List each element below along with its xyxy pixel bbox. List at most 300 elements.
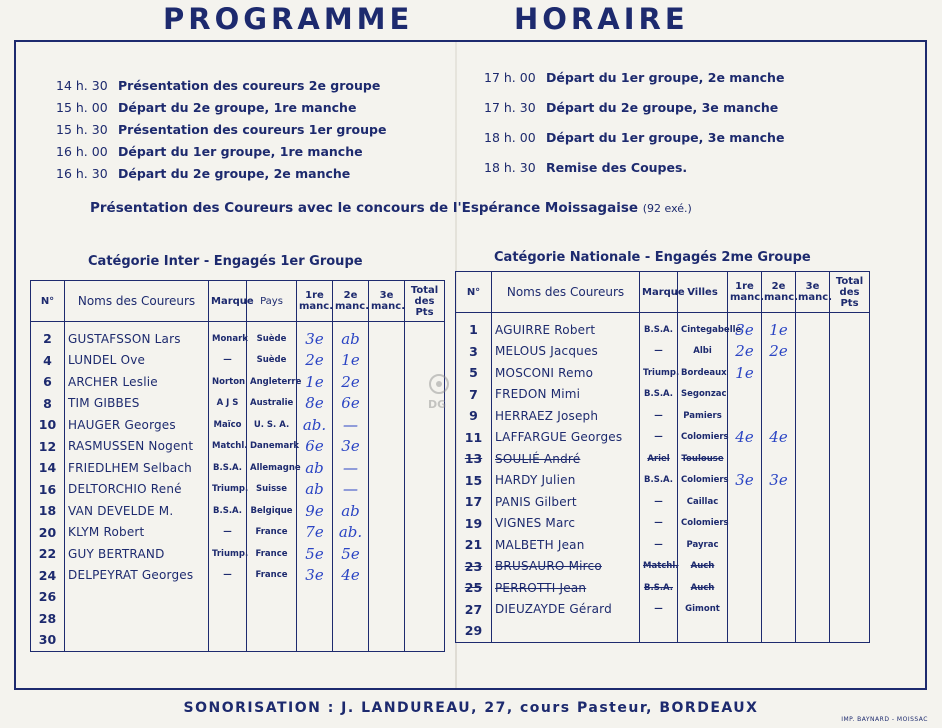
nationale-header-row bbox=[456, 272, 870, 313]
rider-brand: Triump. bbox=[209, 479, 247, 501]
table-row bbox=[31, 586, 445, 608]
rider-brand: Maïco bbox=[209, 414, 247, 436]
result-manche-2: ab. bbox=[333, 522, 369, 544]
rider-brand: Matchl. bbox=[640, 556, 678, 578]
presentation-heading bbox=[90, 200, 692, 216]
rider-number: 26 bbox=[31, 586, 65, 608]
result-manche-2: 1e bbox=[333, 350, 369, 372]
col-header-total: Total des Pts bbox=[830, 272, 870, 313]
rider-brand: — bbox=[640, 491, 678, 513]
rider-brand: Monark bbox=[209, 328, 247, 350]
rider-city: Toulouse bbox=[678, 448, 728, 470]
result-manche-2 bbox=[762, 620, 796, 642]
rider-name: BRUSAURO Mirco bbox=[492, 556, 640, 578]
rider-brand: Norton bbox=[209, 371, 247, 393]
result-manche-1: ab. bbox=[297, 414, 333, 436]
result-manche-3 bbox=[796, 556, 830, 578]
result-manche-2: — bbox=[333, 414, 369, 436]
rider-name: GUY BERTRAND bbox=[65, 543, 209, 565]
result-manche-3 bbox=[796, 491, 830, 513]
rider-name: AGUIRRE Robert bbox=[492, 319, 640, 341]
rider-name: HAUGER Georges bbox=[65, 414, 209, 436]
result-total bbox=[830, 491, 870, 513]
result-total bbox=[405, 608, 445, 630]
rider-brand: — bbox=[640, 341, 678, 363]
result-manche-2: 1e bbox=[762, 319, 796, 341]
result-manche-1 bbox=[728, 448, 762, 470]
result-manche-3 bbox=[796, 599, 830, 621]
result-total bbox=[830, 362, 870, 384]
rider-name: RASMUSSEN Nogent bbox=[65, 436, 209, 458]
rider-name: MOSCONI Remo bbox=[492, 362, 640, 384]
result-manche-2: 3e bbox=[762, 470, 796, 492]
presentation-note: (92 exé.) bbox=[642, 202, 692, 215]
rider-number: 5 bbox=[456, 362, 492, 384]
presentation-text: Présentation des Coureurs avec le concours de l'Espérance Moissagaise bbox=[90, 200, 639, 216]
result-total bbox=[405, 457, 445, 479]
result-manche-3 bbox=[369, 565, 405, 587]
result-manche-1 bbox=[297, 629, 333, 651]
table-row bbox=[31, 457, 445, 479]
result-manche-2: — bbox=[333, 457, 369, 479]
schedule-time: 17 h. 00 bbox=[484, 70, 536, 85]
nationale-category-title: Catégorie Nationale - Engagés 2me Groupe bbox=[494, 250, 811, 265]
result-manche-3 bbox=[369, 371, 405, 393]
col-header-m2: 2e manc. bbox=[762, 272, 796, 313]
result-manche-2: — bbox=[333, 479, 369, 501]
title-word-horaire: HORAIRE bbox=[514, 2, 689, 36]
col-header-m1: 1re manc. bbox=[297, 281, 333, 322]
rider-brand: — bbox=[209, 522, 247, 544]
result-manche-2 bbox=[333, 629, 369, 651]
rider-name: DELPEYRAT Georges bbox=[65, 565, 209, 587]
table-row bbox=[456, 427, 870, 449]
result-total bbox=[830, 319, 870, 341]
nationale-registration-table bbox=[455, 271, 870, 643]
rider-city: Colomiers bbox=[678, 427, 728, 449]
rider-city: Payrac bbox=[678, 534, 728, 556]
rider-city: Auch bbox=[678, 556, 728, 578]
col-header-m3: 3e manc. bbox=[369, 281, 405, 322]
result-manche-3 bbox=[796, 448, 830, 470]
rider-country bbox=[247, 629, 297, 651]
rider-number: 13 bbox=[456, 448, 492, 470]
result-total bbox=[405, 629, 445, 651]
rider-name: ARCHER Leslie bbox=[65, 371, 209, 393]
result-total bbox=[405, 414, 445, 436]
rider-name: LUNDEL Ove bbox=[65, 350, 209, 372]
rider-name: PERROTTI Jean bbox=[492, 577, 640, 599]
rider-number: 4 bbox=[31, 350, 65, 372]
schedule-item bbox=[56, 100, 356, 115]
schedule-time: 15 h. 30 bbox=[56, 122, 108, 137]
result-total bbox=[830, 405, 870, 427]
rider-name: PANIS Gilbert bbox=[492, 491, 640, 513]
rider-brand: Ariel bbox=[640, 448, 678, 470]
rider-brand: A J S bbox=[209, 393, 247, 415]
schedule-event: Départ du 1er groupe, 2e manche bbox=[546, 70, 785, 85]
result-manche-1: 3e bbox=[297, 565, 333, 587]
inter-header-row bbox=[31, 281, 445, 322]
result-manche-2 bbox=[762, 362, 796, 384]
result-manche-1 bbox=[297, 586, 333, 608]
result-manche-2: 6e bbox=[333, 393, 369, 415]
result-manche-2 bbox=[762, 491, 796, 513]
rider-name: TIM GIBBES bbox=[65, 393, 209, 415]
table-row bbox=[31, 629, 445, 651]
table-row bbox=[31, 543, 445, 565]
rider-country: Suisse bbox=[247, 479, 297, 501]
result-manche-1 bbox=[728, 534, 762, 556]
table-row bbox=[456, 513, 870, 535]
rider-city: Caillac bbox=[678, 491, 728, 513]
schedule-event: Départ du 2e groupe, 3e manche bbox=[546, 100, 779, 115]
result-manche-2 bbox=[333, 586, 369, 608]
rider-country: Danemark bbox=[247, 436, 297, 458]
table-row bbox=[31, 393, 445, 415]
result-manche-2 bbox=[762, 384, 796, 406]
table-row bbox=[456, 341, 870, 363]
rider-name: FRIEDLHEM Selbach bbox=[65, 457, 209, 479]
rider-number: 18 bbox=[31, 500, 65, 522]
rider-name: DELTORCHIO René bbox=[65, 479, 209, 501]
rider-number: 20 bbox=[31, 522, 65, 544]
result-manche-1: 2e bbox=[728, 341, 762, 363]
result-manche-1: ab bbox=[297, 479, 333, 501]
inter-registration-table bbox=[30, 280, 445, 652]
rider-name: VIGNES Marc bbox=[492, 513, 640, 535]
schedule-item bbox=[56, 166, 350, 181]
schedule-item bbox=[484, 160, 687, 175]
footer-sonorisation: SONORISATION : J. LANDUREAU, 27, cours Pasteur, BORDEAUX bbox=[183, 700, 759, 716]
rider-number: 21 bbox=[456, 534, 492, 556]
schedule-item bbox=[484, 130, 784, 145]
rider-number: 1 bbox=[456, 319, 492, 341]
schedule-time: 18 h. 30 bbox=[484, 160, 536, 175]
result-manche-3 bbox=[369, 436, 405, 458]
result-manche-3 bbox=[369, 500, 405, 522]
rider-country bbox=[247, 608, 297, 630]
result-manche-2: ab bbox=[333, 328, 369, 350]
rider-name: DIEUZAYDE Gérard bbox=[492, 599, 640, 621]
rider-name: KLYM Robert bbox=[65, 522, 209, 544]
table-row bbox=[31, 414, 445, 436]
result-manche-2: 2e bbox=[333, 371, 369, 393]
result-manche-2: 4e bbox=[762, 427, 796, 449]
schedule-item bbox=[56, 78, 380, 93]
schedule-event: Remise des Coupes. bbox=[546, 160, 688, 175]
rider-number: 23 bbox=[456, 556, 492, 578]
result-manche-1 bbox=[728, 577, 762, 599]
table-row bbox=[31, 479, 445, 501]
schedule-time: 15 h. 00 bbox=[56, 100, 108, 115]
rider-brand: — bbox=[209, 350, 247, 372]
dg-watermark-icon bbox=[426, 372, 452, 412]
result-total bbox=[830, 427, 870, 449]
rider-number: 29 bbox=[456, 620, 492, 642]
rider-brand: B.S.A. bbox=[640, 384, 678, 406]
page-title bbox=[0, 0, 942, 44]
result-manche-1: 6e bbox=[297, 436, 333, 458]
result-manche-1 bbox=[728, 405, 762, 427]
col-header-no: N° bbox=[456, 272, 492, 313]
col-header-m2: 2e manc. bbox=[333, 281, 369, 322]
rider-city: Gimont bbox=[678, 599, 728, 621]
result-total bbox=[830, 620, 870, 642]
table-row bbox=[31, 436, 445, 458]
rider-name: HARDY Julien bbox=[492, 470, 640, 492]
result-manche-1 bbox=[728, 513, 762, 535]
printer-credit: IMP. BAYNARD - MOISSAC bbox=[841, 716, 928, 723]
rider-country: U. S. A. bbox=[247, 414, 297, 436]
result-total bbox=[830, 513, 870, 535]
result-manche-3 bbox=[796, 362, 830, 384]
result-total bbox=[830, 384, 870, 406]
rider-number: 7 bbox=[456, 384, 492, 406]
rider-country bbox=[247, 586, 297, 608]
table-row bbox=[456, 577, 870, 599]
table-row bbox=[31, 328, 445, 350]
rider-number: 22 bbox=[31, 543, 65, 565]
col-header-brand: Marque bbox=[209, 281, 247, 322]
result-manche-1: 1e bbox=[728, 362, 762, 384]
rider-number: 17 bbox=[456, 491, 492, 513]
result-total bbox=[830, 470, 870, 492]
rider-country: Allemagne bbox=[247, 457, 297, 479]
rider-city: Colomiers bbox=[678, 470, 728, 492]
schedule-event: Présentation des coureurs 2e groupe bbox=[118, 78, 381, 93]
rider-number: 8 bbox=[31, 393, 65, 415]
result-manche-1: ab bbox=[297, 457, 333, 479]
schedule-time: 16 h. 00 bbox=[56, 144, 108, 159]
rider-number: 24 bbox=[31, 565, 65, 587]
svg-text:DG: DG bbox=[428, 398, 447, 411]
result-manche-3 bbox=[369, 479, 405, 501]
result-manche-3 bbox=[796, 427, 830, 449]
rider-country: Suède bbox=[247, 328, 297, 350]
rider-brand bbox=[209, 608, 247, 630]
result-total bbox=[830, 534, 870, 556]
rider-country: France bbox=[247, 565, 297, 587]
schedule-item bbox=[484, 70, 784, 85]
result-total bbox=[830, 448, 870, 470]
rider-brand: Triump. bbox=[209, 543, 247, 565]
rider-number: 25 bbox=[456, 577, 492, 599]
rider-brand: — bbox=[209, 565, 247, 587]
schedule-event: Départ du 2e groupe, 2e manche bbox=[118, 166, 351, 181]
rider-number: 11 bbox=[456, 427, 492, 449]
schedule-event: Départ du 1er groupe, 3e manche bbox=[546, 130, 785, 145]
col-header-m3: 3e manc. bbox=[796, 272, 830, 313]
rider-country: Belgique bbox=[247, 500, 297, 522]
result-manche-3 bbox=[369, 543, 405, 565]
rider-name bbox=[65, 608, 209, 630]
rider-name bbox=[65, 586, 209, 608]
result-manche-1 bbox=[297, 608, 333, 630]
table-row bbox=[456, 599, 870, 621]
rider-name bbox=[65, 629, 209, 651]
table-row bbox=[31, 608, 445, 630]
result-manche-3 bbox=[796, 577, 830, 599]
result-manche-3 bbox=[369, 350, 405, 372]
rider-brand: B.S.A. bbox=[209, 457, 247, 479]
rider-city: Cintegabelle bbox=[678, 319, 728, 341]
rider-city bbox=[678, 620, 728, 642]
result-manche-2: 3e bbox=[333, 436, 369, 458]
result-total bbox=[405, 350, 445, 372]
table-row bbox=[31, 350, 445, 372]
result-total bbox=[405, 522, 445, 544]
rider-name bbox=[492, 620, 640, 642]
rider-country: Australie bbox=[247, 393, 297, 415]
rider-name: MELOUS Jacques bbox=[492, 341, 640, 363]
schedule-item bbox=[56, 144, 363, 159]
rider-number: 10 bbox=[31, 414, 65, 436]
result-manche-1 bbox=[728, 556, 762, 578]
table-row bbox=[31, 500, 445, 522]
result-manche-3 bbox=[796, 405, 830, 427]
rider-brand: B.S.A. bbox=[640, 319, 678, 341]
rider-number: 3 bbox=[456, 341, 492, 363]
table-row bbox=[456, 384, 870, 406]
schedule-time: 14 h. 30 bbox=[56, 78, 108, 93]
schedule-event: Départ du 2e groupe, 1re manche bbox=[118, 100, 357, 115]
rider-name: LAFFARGUE Georges bbox=[492, 427, 640, 449]
rider-brand bbox=[640, 620, 678, 642]
rider-brand: — bbox=[640, 534, 678, 556]
result-manche-2 bbox=[762, 556, 796, 578]
result-manche-3 bbox=[369, 328, 405, 350]
table-row bbox=[456, 405, 870, 427]
rider-number: 19 bbox=[456, 513, 492, 535]
rider-brand bbox=[209, 629, 247, 651]
schedule-event: Présentation des coureurs 1er groupe bbox=[118, 122, 387, 137]
rider-brand: — bbox=[640, 405, 678, 427]
result-manche-3 bbox=[369, 457, 405, 479]
schedule-time: 18 h. 00 bbox=[484, 130, 536, 145]
col-header-name: Noms des Coureurs bbox=[492, 272, 640, 313]
col-header-no: N° bbox=[31, 281, 65, 322]
rider-brand: B.S.A. bbox=[209, 500, 247, 522]
result-manche-2 bbox=[762, 448, 796, 470]
result-manche-1 bbox=[728, 384, 762, 406]
result-manche-2: 2e bbox=[762, 341, 796, 363]
rider-country: France bbox=[247, 543, 297, 565]
result-total bbox=[830, 341, 870, 363]
rider-brand: Triump. bbox=[640, 362, 678, 384]
result-total bbox=[405, 565, 445, 587]
result-manche-2: 4e bbox=[333, 565, 369, 587]
result-manche-2 bbox=[333, 608, 369, 630]
result-manche-3 bbox=[369, 522, 405, 544]
result-manche-3 bbox=[369, 393, 405, 415]
result-total bbox=[405, 328, 445, 350]
rider-city: Auch bbox=[678, 577, 728, 599]
result-total bbox=[405, 586, 445, 608]
rider-brand: — bbox=[640, 599, 678, 621]
result-manche-1: 1e bbox=[297, 371, 333, 393]
rider-brand: B.S.A. bbox=[640, 470, 678, 492]
result-manche-3 bbox=[796, 319, 830, 341]
title-word-programme: PROGRAMME bbox=[163, 2, 414, 36]
result-manche-1: 3e bbox=[728, 470, 762, 492]
table-row bbox=[456, 448, 870, 470]
rider-name: SOULIÉ André bbox=[492, 448, 640, 470]
table-row bbox=[31, 522, 445, 544]
result-manche-3 bbox=[369, 586, 405, 608]
rider-number: 12 bbox=[31, 436, 65, 458]
inter-category-title: Catégorie Inter - Engagés 1er Groupe bbox=[88, 254, 363, 269]
result-manche-2 bbox=[762, 599, 796, 621]
rider-city: Albi bbox=[678, 341, 728, 363]
rider-number: 6 bbox=[31, 371, 65, 393]
col-header-name: Noms des Coureurs bbox=[65, 281, 209, 322]
result-manche-3 bbox=[369, 414, 405, 436]
rider-country: Angleterre bbox=[247, 371, 297, 393]
table-row bbox=[31, 565, 445, 587]
rider-country: France bbox=[247, 522, 297, 544]
result-manche-2 bbox=[762, 405, 796, 427]
result-manche-1 bbox=[728, 599, 762, 621]
rider-number: 27 bbox=[456, 599, 492, 621]
rider-number: 28 bbox=[31, 608, 65, 630]
rider-number: 30 bbox=[31, 629, 65, 651]
rider-country: Suède bbox=[247, 350, 297, 372]
result-manche-1 bbox=[728, 491, 762, 513]
result-manche-3 bbox=[796, 620, 830, 642]
rider-city: Bordeaux bbox=[678, 362, 728, 384]
rider-name: FREDON Mimi bbox=[492, 384, 640, 406]
table-row bbox=[456, 556, 870, 578]
table-row bbox=[31, 371, 445, 393]
result-manche-1: 5e bbox=[297, 543, 333, 565]
result-total bbox=[405, 479, 445, 501]
result-manche-2 bbox=[762, 577, 796, 599]
table-row bbox=[456, 319, 870, 341]
table-row bbox=[456, 491, 870, 513]
rider-number: 16 bbox=[31, 479, 65, 501]
result-total bbox=[405, 436, 445, 458]
result-manche-2: 5e bbox=[333, 543, 369, 565]
result-manche-2 bbox=[762, 513, 796, 535]
result-total bbox=[830, 556, 870, 578]
rider-number: 2 bbox=[31, 328, 65, 350]
result-manche-2: ab bbox=[333, 500, 369, 522]
rider-city: Pamiers bbox=[678, 405, 728, 427]
rider-number: 14 bbox=[31, 457, 65, 479]
result-manche-1: 2e bbox=[297, 350, 333, 372]
result-manche-1 bbox=[728, 620, 762, 642]
schedule-time: 17 h. 30 bbox=[484, 100, 536, 115]
rider-brand: Matchl. bbox=[209, 436, 247, 458]
result-manche-1: 9e bbox=[297, 500, 333, 522]
result-manche-2 bbox=[762, 534, 796, 556]
schedule-time: 16 h. 30 bbox=[56, 166, 108, 181]
rider-brand: B.S.A. bbox=[640, 577, 678, 599]
col-header-total: Total des Pts bbox=[405, 281, 445, 322]
rider-name: HERRAEZ Joseph bbox=[492, 405, 640, 427]
result-manche-3 bbox=[796, 513, 830, 535]
schedule-event: Départ du 1er groupe, 1re manche bbox=[118, 144, 363, 159]
rider-city: Segonzac bbox=[678, 384, 728, 406]
col-header-m1: 1re manc. bbox=[728, 272, 762, 313]
result-total bbox=[830, 577, 870, 599]
rider-name: MALBETH Jean bbox=[492, 534, 640, 556]
result-manche-3 bbox=[796, 534, 830, 556]
result-manche-3 bbox=[796, 470, 830, 492]
rider-brand: — bbox=[640, 513, 678, 535]
result-total bbox=[405, 543, 445, 565]
